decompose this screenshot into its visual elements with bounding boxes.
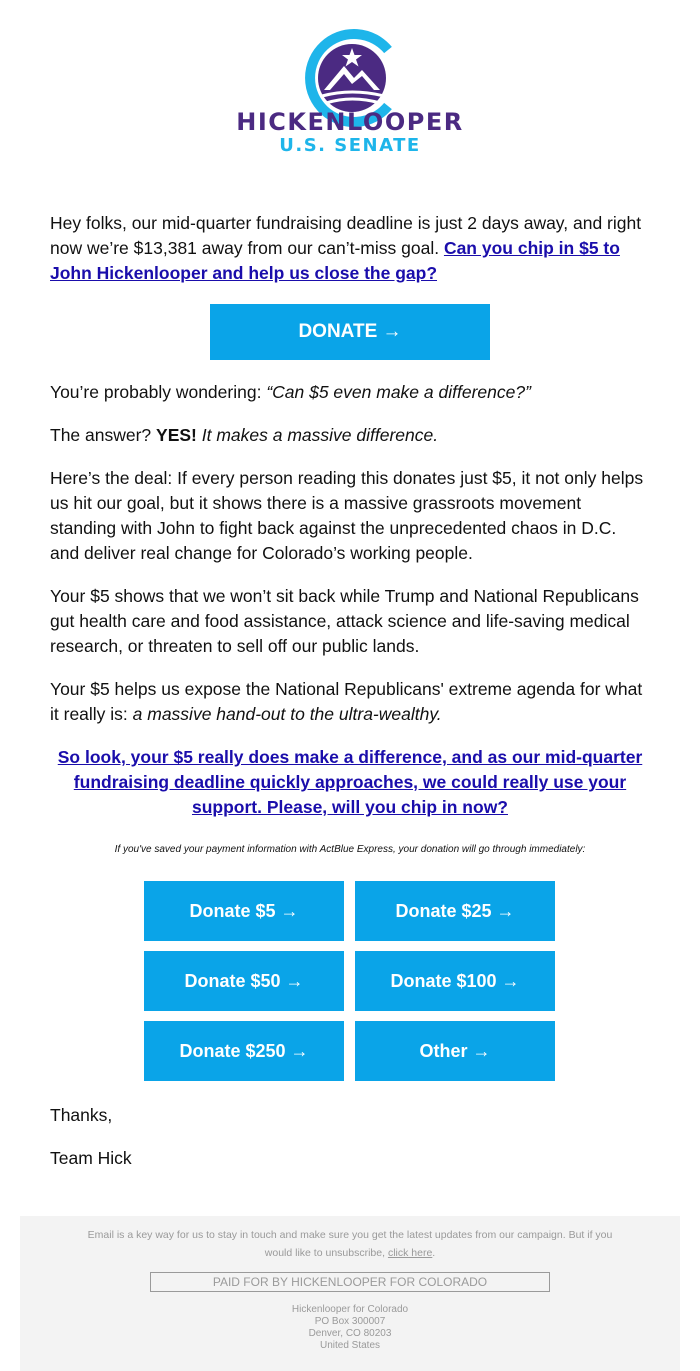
address-line: PO Box 300007 <box>314 1316 386 1327</box>
donate-button[interactable]: DONATE → <box>210 304 490 360</box>
donate-50-button[interactable]: Donate $50 → <box>144 951 344 1011</box>
donate-25-button[interactable]: Donate $25 → <box>355 881 555 941</box>
donate-100-button[interactable]: Donate $100 → <box>355 951 555 1011</box>
answer-lead: The answer? <box>50 425 157 445</box>
answer-paragraph <box>50 423 650 448</box>
closing-chip-in-link[interactable]: So look, your $5 really does make a difference, and as our mid-quarter fundraising deadline quickly approaches, we could really use your support. Please, will you chip in now? <box>57 747 643 817</box>
email-body <box>50 211 650 1171</box>
answer-rest: It makes a massive difference. <box>196 425 439 445</box>
footer-blurb-period: . <box>432 1247 436 1259</box>
intro-text: Hey folks, our mid-quarter fundraising deadline is just 2 days away, and right now we’re $13,381 away from our can’t-miss goal. <box>50 213 642 258</box>
wondering-lead: You’re probably wondering: <box>50 382 267 402</box>
donation-amount-grid <box>144 881 556 1081</box>
logo-subtitle: U.S. SENATE <box>279 135 421 156</box>
address-line: Hickenlooper for Colorado <box>291 1304 409 1315</box>
logo-name: HICKENLOOPER <box>236 108 464 136</box>
address-line: United States <box>319 1340 381 1351</box>
expose-paragraph <box>50 677 650 727</box>
wondering-paragraph <box>50 380 650 405</box>
wondering-quote: “Can $5 even make a difference?” <box>266 382 531 402</box>
deal-paragraph: Here’s the deal: If every person reading this donates just $5, it not only helps us hit our goal, but it shows there is a massive grassroots movement standing with John to fight back against the unprecedented chaos in D.C. and deliver real change for Colorado’s working people. <box>50 468 644 563</box>
intro-chip-in-link[interactable]: Can you chip in $5 to John Hickenlooper and help us close the gap? <box>50 238 620 283</box>
signoff-thanks: Thanks, <box>50 1105 113 1125</box>
unsubscribe-link[interactable]: click here <box>387 1247 433 1259</box>
donate-250-button[interactable]: Donate $250 → <box>144 1021 344 1081</box>
mailing-address <box>20 1304 680 1352</box>
intro-paragraph <box>50 211 650 286</box>
donate-5-button[interactable]: Donate $5 → <box>144 881 344 941</box>
expose-lead: Your $5 helps us expose the National Republicans' extreme agenda for what it really is: <box>50 679 643 724</box>
address-line: Denver, CO 80203 <box>308 1328 392 1339</box>
expose-emph: a massive hand-out to the ultra-wealthy. <box>132 704 442 724</box>
footer-blurb <box>80 1226 620 1262</box>
trump-paragraph: Your $5 shows that we won’t sit back while Trump and National Republicans gut health care and food assistance, attack science and life-saving medical research, or threaten to sell off our public lands. <box>50 586 639 656</box>
actblue-express-note: If you've saved your payment information with ActBlue Express, your donation will go through immediately: <box>114 844 586 855</box>
email-footer <box>20 1216 680 1371</box>
signoff-team: Team Hick <box>50 1148 132 1168</box>
paid-for-disclaimer: PAID FOR BY HICKENLOOPER FOR COLORADO <box>150 1272 550 1292</box>
footer-blurb-text: Email is a key way for us to stay in touch and make sure you get the latest updates from our campaign. But if you would like to unsubscribe, <box>87 1229 613 1259</box>
donate-other-button[interactable]: Other → <box>355 1021 555 1081</box>
answer-yes: YES! <box>156 425 197 445</box>
